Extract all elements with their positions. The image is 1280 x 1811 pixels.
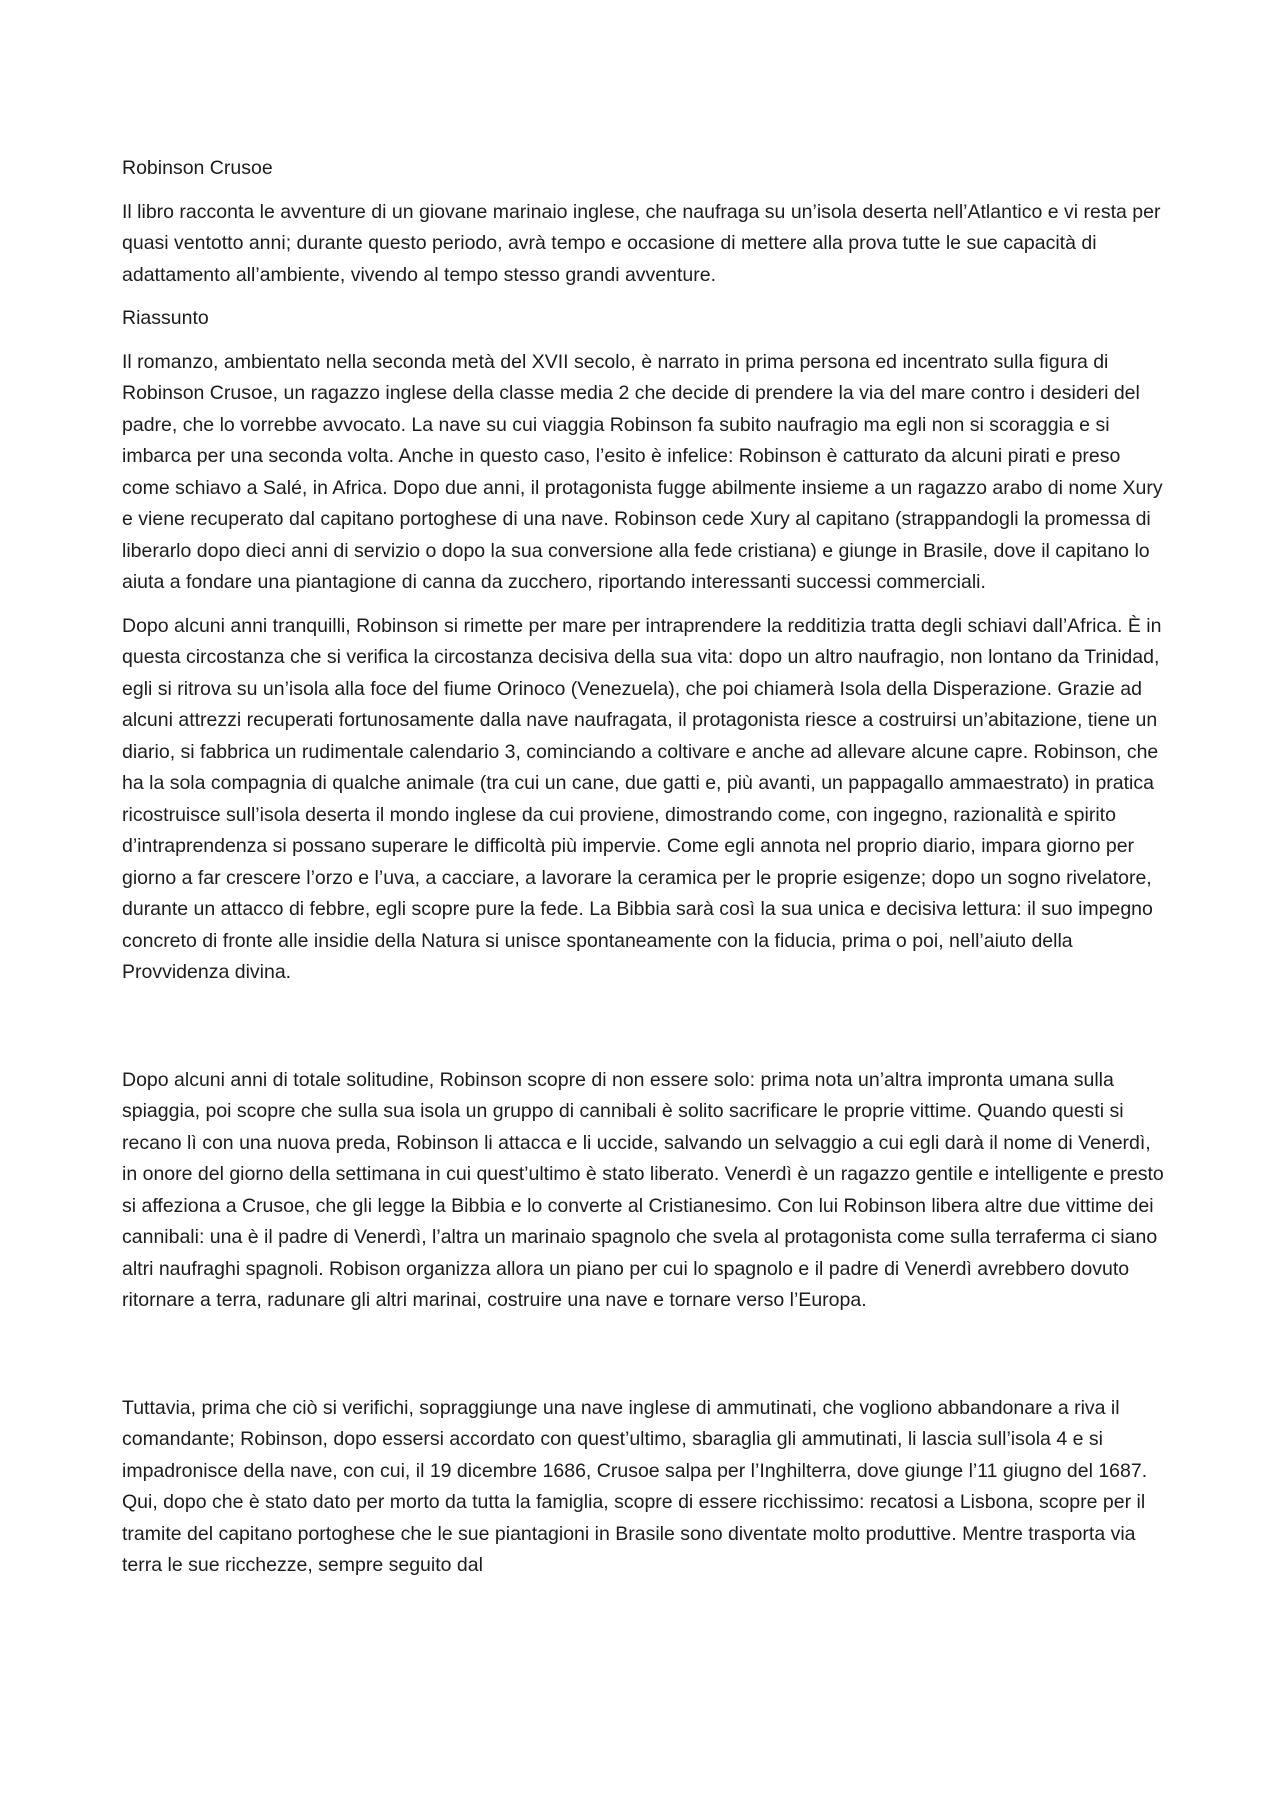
summary-paragraph-1: Il romanzo, ambientato nella seconda metà del XVII secolo, è narrato in prima persona ed incentrato sulla figura di Robinson Crusoe, un ragazzo inglese della classe media 2 che decide di prendere la via del mare contro i desideri del padre, che lo vorrebbe avvocato. La nave su cui viaggia Robinson fa subito naufragio ma egli non si scoraggia e si imbarca per una seconda volta. Anche in questo caso, l’esito è infelice: Robinson è catturato da alcuni pirati e preso come schiavo a Salé, in Africa. Dopo due anni, il protagonista fugge abilmente insieme a un ragazzo arabo di nome Xury e viene recuperato dal capitano portoghese di una nave. Robinson cede Xury al capitano (strappandogli la promessa di liberarlo dopo dieci anni di servizio o dopo la sua conversione alla fede cristiana) e giunge in Brasile, dove il capitano lo aiuta a fondare una piantagione di canna da zucchero, riportando interessanti successi commerciali. — [122, 350, 1163, 593]
summary-paragraph-3: Dopo alcuni anni di totale solitudine, Robinson scopre di non essere solo: prima nota un’altra impronta umana sulla spiaggia, poi scopre che sulla sua isola un gruppo di cannibali è solito sacrificare le proprie vittime. Quando questi si recano lì con una nuova preda, Robinson li attacca e li uccide, salvando un selvaggio a cui egli darà il nome di Venerdì, in onore del giorno della settimana in cui quest’ultimo è stato liberato. Venerdì è un ragazzo gentile e intelligente e presto si affeziona a Crusoe, che gli legge la Bibbia e lo converte al Cristianesimo. Con lui Robinson libera altre due vittime dei cannibali: una è il padre di Venerdì, l’altra un marinaio spagnolo che svela al protagonista come sulla terraferma ci siano altri naufraghi spagnoli. Robison organizza allora un piano per cui lo spagnolo e il padre di Venerdì avrebbero dovuto ritornare a terra, radunare gli altri marinai, costruire una nave e tornare verso l’Europa. — [122, 1068, 1164, 1311]
summary-paragraph-2: Dopo alcuni anni tranquilli, Robinson si rimette per mare per intraprendere la redditizia tratta degli schiavi dall’Africa. È in questa circostanza che si verifica la circostanza decisiva della sua vita: dopo un altro naufragio, non lontano da Trinidad, egli si ritrova su un’isola alla foce del fiume Orinoco (Venezuela), che poi chiamerà Isola della Disperazione. Grazie ad alcuni attrezzi recuperati fortunosamente dalla nave naufragata, il protagonista riesce a costruirsi un’abitazione, tiene un diario, si fabbrica un rudimentale calendario 3, cominciando a coltivare e anche ad allevare alcune capre. Robinson, che ha la sola compagnia di qualche animale (tra cui un cane, due gatti e, più avanti, un pappagallo ammaestrato) in pratica ricostruisce sull’isola deserta il mondo inglese da cui proviene, dimostrando come, con ingegno, razionalità e spirito d’intraprendenza si possano superare le difficoltà più impervie. Come egli annota nel proprio diario, impara giorno per giorno a far crescere l’orzo e l’uva, a cacciare, a lavorare la ceramica per le proprie esigenze; dopo un sogno rivelatore, durante un attacco di febbre, egli scopre pure la fede. La Bibbia sarà così la sua unica e decisiva lettura: il suo impegno concreto di fronte alle insidie della Natura si unisce spontaneamente con la fiducia, prima o poi, nell’aiuto della Provvidenza divina. — [122, 614, 1162, 983]
section-heading: Riassunto — [122, 307, 209, 329]
document-body — [122, 153, 1167, 1594]
intro-paragraph: Il libro racconta le avventure di un giovane marinaio inglese, che naufraga su un’isola deserta nell’Atlantico e vi resta per quasi ventotto anni; durante questo periodo, avrà tempo e occasione di mettere alla prova tutte le sue capacità di adattamento all’ambiente, vivendo al tempo stesso grandi avventure. — [122, 200, 1161, 286]
document-title: Robinson Crusoe — [122, 157, 273, 179]
summary-paragraph-4: Tuttavia, prima che ciò si verifichi, sopraggiunge una nave inglese di ammutinati, che vogliono abbandonare a riva il comandante; Robinson, dopo essersi accordato con quest’ultimo, sbaraglia gli ammutinati, li lascia sull’isola 4 e si impadronisce della nave, con cui, il 19 dicembre 1686, Crusoe salpa per l’Inghilterra, dove giunge l’11 giugno del 1687. Qui, dopo che è stato dato per morto da tutta la famiglia, scopre di essere ricchissimo: recatosi a Lisbona, scopre per il tramite del capitano portoghese che le sue piantagioni in Brasile sono diventate molto produttive. Mentre trasporta via terra le sue ricchezze, sempre seguito dal — [122, 1396, 1148, 1576]
